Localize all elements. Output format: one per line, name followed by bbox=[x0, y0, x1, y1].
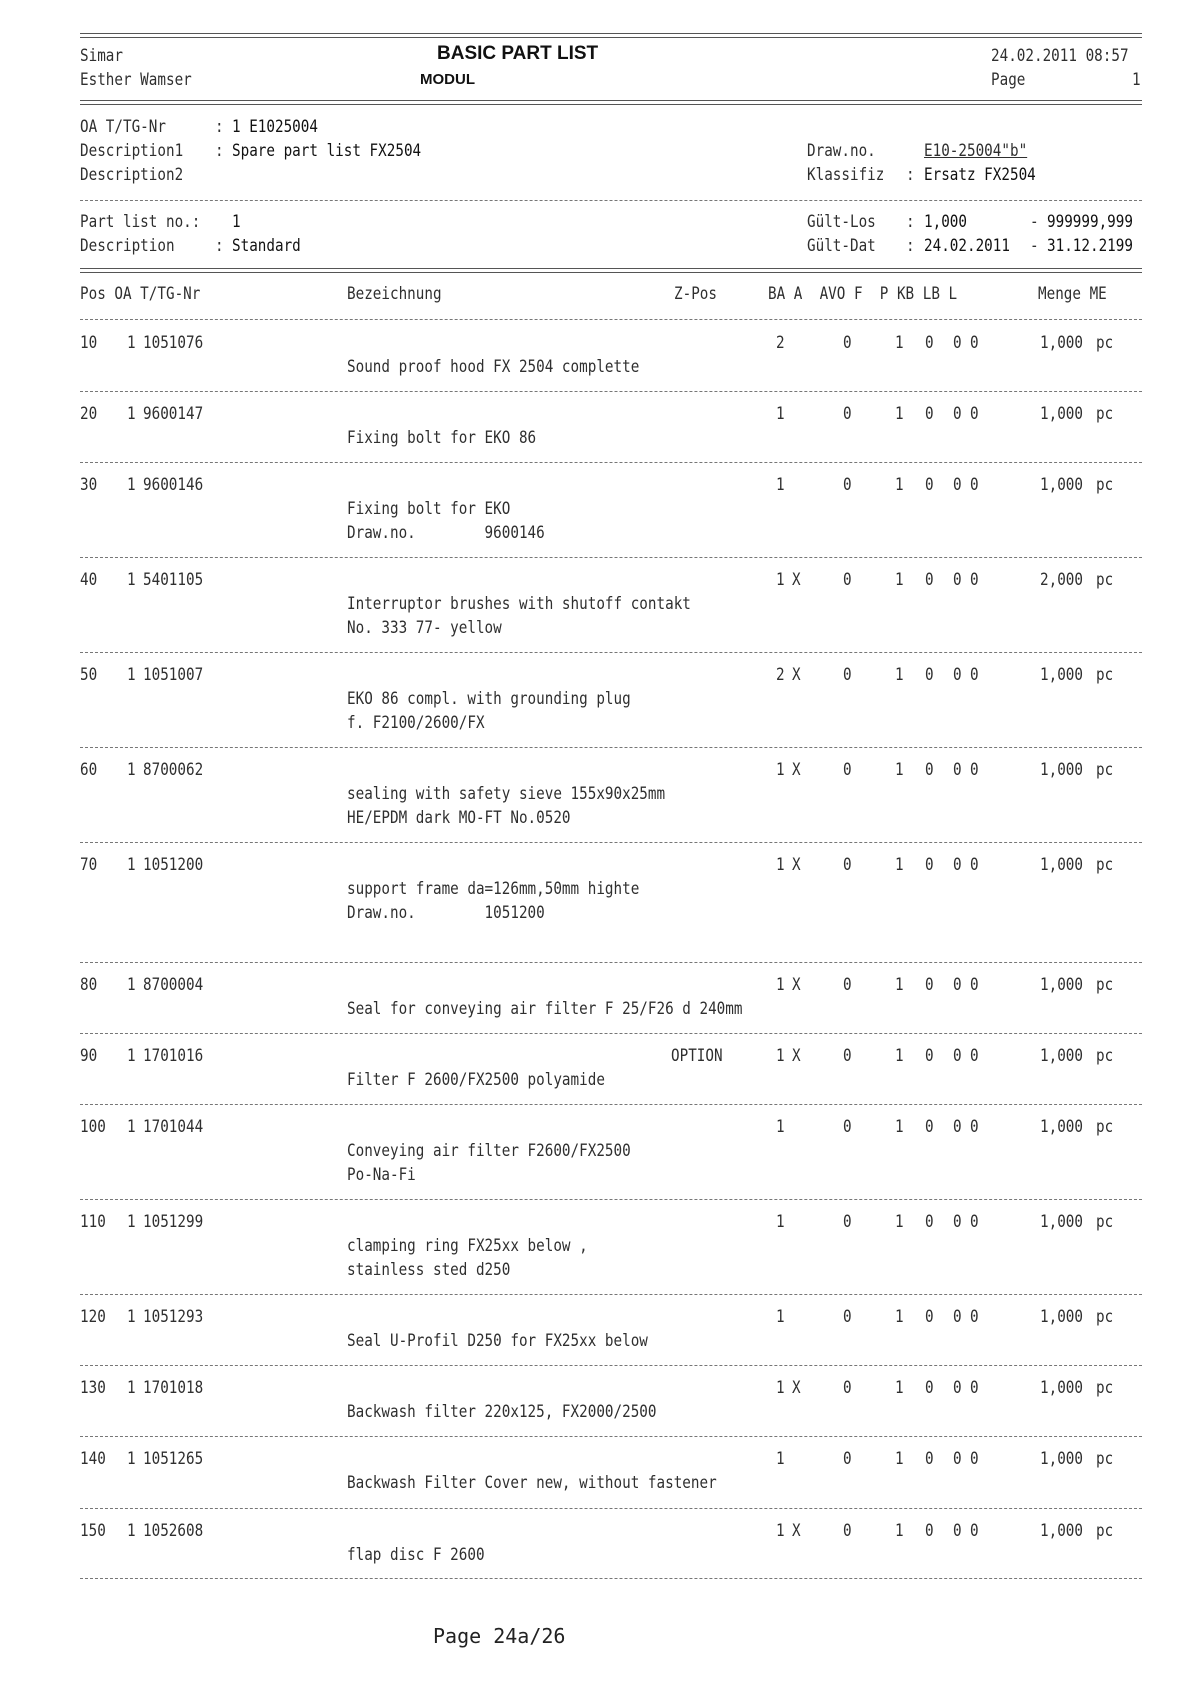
item-me: pc bbox=[1096, 333, 1114, 353]
item-lb: 0 bbox=[953, 404, 962, 424]
item-me: pc bbox=[1096, 975, 1114, 995]
item-lb: 0 bbox=[953, 570, 962, 590]
item-p: 1 bbox=[895, 404, 904, 424]
item-me: pc bbox=[1096, 570, 1114, 590]
item-menge: 1,000 bbox=[1040, 1307, 1083, 1327]
item-oa: 1 bbox=[127, 975, 136, 995]
item-kb: 0 bbox=[925, 333, 934, 353]
item-z-pos: OPTION bbox=[671, 1046, 723, 1066]
item-number: 9600147 bbox=[143, 404, 204, 424]
item-menge: 1,000 bbox=[1040, 1521, 1083, 1541]
item-p: 1 bbox=[895, 475, 904, 495]
item-number: 1701044 bbox=[143, 1117, 204, 1137]
item-menge: 1,000 bbox=[1040, 1378, 1083, 1398]
item-a-flag: X bbox=[792, 760, 801, 780]
item-kb: 0 bbox=[925, 1307, 934, 1327]
item-description-line: Fixing bolt for EKO 86 bbox=[347, 428, 537, 448]
company-name: Simar bbox=[80, 46, 123, 66]
print-datetime: 24.02.2011 08:57 bbox=[991, 46, 1129, 66]
valid-date-to: 31.12.2199 bbox=[1047, 236, 1133, 256]
item-l: 0 bbox=[970, 1521, 979, 1541]
item-avo: 0 bbox=[843, 1117, 852, 1137]
item-ba: 1 bbox=[776, 975, 785, 995]
item-p: 1 bbox=[895, 855, 904, 875]
range-dash: - bbox=[1030, 236, 1039, 256]
item-p: 1 bbox=[895, 1307, 904, 1327]
item-l: 0 bbox=[970, 1212, 979, 1232]
part-list-no-value: 1 bbox=[232, 212, 241, 232]
item-menge: 2,000 bbox=[1040, 570, 1083, 590]
item-avo: 0 bbox=[843, 665, 852, 685]
item-oa: 1 bbox=[127, 333, 136, 353]
item-number: 5401105 bbox=[143, 570, 204, 590]
item-lb: 0 bbox=[953, 665, 962, 685]
item-oa: 1 bbox=[127, 760, 136, 780]
description2-label: Description2 bbox=[80, 165, 184, 185]
item-l: 0 bbox=[970, 1378, 979, 1398]
row-dashed-rule bbox=[80, 462, 1142, 463]
row-dashed-rule bbox=[80, 1104, 1142, 1105]
part-list-no-label: Part list no.: bbox=[80, 212, 201, 232]
item-ba: 1 bbox=[776, 1449, 785, 1469]
item-description-line: EKO 86 compl. with grounding plug bbox=[347, 689, 631, 709]
item-description-line: No. 333 77- yellow bbox=[347, 618, 502, 638]
item-me: pc bbox=[1096, 1046, 1114, 1066]
item-me: pc bbox=[1096, 1449, 1114, 1469]
item-l: 0 bbox=[970, 855, 979, 875]
column-menge-me: Menge ME bbox=[1038, 284, 1107, 304]
item-pos: 60 bbox=[80, 760, 98, 780]
item-number: 1051293 bbox=[143, 1307, 204, 1327]
footer-page: Page 24a/26 bbox=[433, 1624, 566, 1648]
item-avo: 0 bbox=[843, 1449, 852, 1469]
item-me: pc bbox=[1096, 1307, 1114, 1327]
item-menge: 1,000 bbox=[1040, 855, 1083, 875]
item-lb: 0 bbox=[953, 1449, 962, 1469]
row-dashed-rule bbox=[80, 1033, 1142, 1034]
item-description-line: Seal U-Profil D250 for FX25xx below bbox=[347, 1331, 648, 1351]
item-number: 1051007 bbox=[143, 665, 204, 685]
valid-lot-to: 999999,999 bbox=[1047, 212, 1133, 232]
item-description-line: flap disc F 2600 bbox=[347, 1545, 485, 1565]
item-description-line: HE/EPDM dark MO-FT No.0520 bbox=[347, 808, 571, 828]
description-label: Description bbox=[80, 236, 175, 256]
item-description-line: f. F2100/2600/FX bbox=[347, 713, 485, 733]
item-ba: 2 bbox=[776, 665, 785, 685]
item-avo: 0 bbox=[843, 855, 852, 875]
valid-lot-label: Gült-Los bbox=[807, 212, 876, 232]
colon: : bbox=[906, 165, 915, 185]
item-number: 1701016 bbox=[143, 1046, 204, 1066]
row-dashed-rule bbox=[80, 391, 1142, 392]
item-lb: 0 bbox=[953, 475, 962, 495]
item-lb: 0 bbox=[953, 975, 962, 995]
oa-label: OA T/TG-Nr bbox=[80, 117, 166, 137]
item-me: pc bbox=[1096, 1212, 1114, 1232]
item-p: 1 bbox=[895, 1378, 904, 1398]
item-number: 1701018 bbox=[143, 1378, 204, 1398]
item-oa: 1 bbox=[127, 1117, 136, 1137]
item-oa: 1 bbox=[127, 665, 136, 685]
item-menge: 1,000 bbox=[1040, 1449, 1083, 1469]
item-menge: 1,000 bbox=[1040, 1046, 1083, 1066]
valid-date-label: Gült-Dat bbox=[807, 236, 876, 256]
row-dashed-rule bbox=[80, 747, 1142, 748]
item-menge: 1,000 bbox=[1040, 760, 1083, 780]
item-kb: 0 bbox=[925, 1212, 934, 1232]
item-lb: 0 bbox=[953, 1212, 962, 1232]
row-dashed-rule bbox=[80, 1508, 1142, 1509]
description1-label: Description1 bbox=[80, 141, 184, 161]
description1-value: Spare part list FX2504 bbox=[232, 141, 422, 161]
oa-value: 1 E1025004 bbox=[232, 117, 318, 137]
item-kb: 0 bbox=[925, 1046, 934, 1066]
item-l: 0 bbox=[970, 475, 979, 495]
row-dashed-rule bbox=[80, 1578, 1142, 1579]
item-l: 0 bbox=[970, 760, 979, 780]
item-l: 0 bbox=[970, 975, 979, 995]
item-ba: 1 bbox=[776, 404, 785, 424]
item-me: pc bbox=[1096, 475, 1114, 495]
row-dashed-rule bbox=[80, 1199, 1142, 1200]
item-description-line: Backwash Filter Cover new, without fastener bbox=[347, 1473, 717, 1493]
item-kb: 0 bbox=[925, 570, 934, 590]
item-kb: 0 bbox=[925, 760, 934, 780]
item-avo: 0 bbox=[843, 1212, 852, 1232]
item-l: 0 bbox=[970, 570, 979, 590]
column-flags: BA A AVO F P KB LB L bbox=[768, 284, 958, 304]
item-pos: 100 bbox=[80, 1117, 106, 1137]
item-avo: 0 bbox=[843, 1307, 852, 1327]
item-p: 1 bbox=[895, 1521, 904, 1541]
item-avo: 0 bbox=[843, 475, 852, 495]
item-menge: 1,000 bbox=[1040, 1117, 1083, 1137]
item-kb: 0 bbox=[925, 1521, 934, 1541]
user-name: Esther Wamser bbox=[80, 70, 192, 90]
item-oa: 1 bbox=[127, 855, 136, 875]
item-pos: 20 bbox=[80, 404, 98, 424]
item-menge: 1,000 bbox=[1040, 404, 1083, 424]
item-p: 1 bbox=[895, 570, 904, 590]
item-lb: 0 bbox=[953, 1046, 962, 1066]
item-menge: 1,000 bbox=[1040, 1212, 1083, 1232]
item-l: 0 bbox=[970, 1449, 979, 1469]
item-description-line: stainless sted d250 bbox=[347, 1260, 511, 1280]
item-l: 0 bbox=[970, 1046, 979, 1066]
row-dashed-rule bbox=[80, 1365, 1142, 1366]
item-avo: 0 bbox=[843, 1046, 852, 1066]
column-pos-nr: Pos OA T/TG-Nr bbox=[80, 284, 201, 304]
description-value: Standard bbox=[232, 236, 301, 256]
header-double-rule bbox=[80, 100, 1142, 101]
item-a-flag: X bbox=[792, 1046, 801, 1066]
item-description-line: Seal for conveying air filter F 25/F26 d 240mm bbox=[347, 999, 743, 1019]
item-lb: 0 bbox=[953, 1307, 962, 1327]
item-lb: 0 bbox=[953, 1117, 962, 1137]
item-p: 1 bbox=[895, 975, 904, 995]
item-l: 0 bbox=[970, 1307, 979, 1327]
item-description-line: clamping ring FX25xx below , bbox=[347, 1236, 588, 1256]
item-number: 8700062 bbox=[143, 760, 204, 780]
item-lb: 0 bbox=[953, 1521, 962, 1541]
item-oa: 1 bbox=[127, 1307, 136, 1327]
document-subtitle: MODUL bbox=[420, 71, 475, 88]
item-p: 1 bbox=[895, 1117, 904, 1137]
item-description-line: sealing with safety sieve 155x90x25mm bbox=[347, 784, 666, 804]
item-kb: 0 bbox=[925, 475, 934, 495]
item-menge: 1,000 bbox=[1040, 475, 1083, 495]
item-description-line: Backwash filter 220x125, FX2000/2500 bbox=[347, 1402, 657, 1422]
item-a-flag: X bbox=[792, 855, 801, 875]
column-z-pos: Z-Pos bbox=[674, 284, 717, 304]
item-oa: 1 bbox=[127, 1378, 136, 1398]
item-lb: 0 bbox=[953, 855, 962, 875]
item-kb: 0 bbox=[925, 404, 934, 424]
item-a-flag: X bbox=[792, 665, 801, 685]
item-avo: 0 bbox=[843, 404, 852, 424]
item-oa: 1 bbox=[127, 1521, 136, 1541]
item-ba: 1 bbox=[776, 1212, 785, 1232]
item-avo: 0 bbox=[843, 570, 852, 590]
item-avo: 0 bbox=[843, 1521, 852, 1541]
item-pos: 50 bbox=[80, 665, 98, 685]
item-ba: 1 bbox=[776, 1378, 785, 1398]
valid-date-from: 24.02.2011 bbox=[924, 236, 1010, 256]
item-kb: 0 bbox=[925, 975, 934, 995]
row-dashed-rule bbox=[80, 557, 1142, 558]
row-dashed-rule bbox=[80, 1294, 1142, 1295]
item-number: 1052608 bbox=[143, 1521, 204, 1541]
item-pos: 40 bbox=[80, 570, 98, 590]
item-p: 1 bbox=[895, 1449, 904, 1469]
drawing-number-label: Draw.no. bbox=[807, 141, 876, 161]
page-label: Page bbox=[991, 70, 1026, 90]
item-lb: 0 bbox=[953, 1378, 962, 1398]
item-oa: 1 bbox=[127, 404, 136, 424]
item-me: pc bbox=[1096, 1117, 1114, 1137]
item-lb: 0 bbox=[953, 760, 962, 780]
info-dashed-rule bbox=[80, 200, 1142, 201]
item-description-line: Draw.no. 1051200 bbox=[347, 903, 545, 923]
item-me: pc bbox=[1096, 404, 1114, 424]
item-ba: 1 bbox=[776, 1307, 785, 1327]
item-ba: 1 bbox=[776, 1117, 785, 1137]
item-me: pc bbox=[1096, 1521, 1114, 1541]
range-dash: - bbox=[1030, 212, 1039, 232]
column-dashed-rule bbox=[80, 319, 1142, 320]
top-double-rule bbox=[80, 33, 1142, 34]
item-a-flag: X bbox=[792, 570, 801, 590]
item-number: 8700004 bbox=[143, 975, 204, 995]
colon: : bbox=[215, 141, 224, 161]
item-kb: 0 bbox=[925, 1117, 934, 1137]
item-avo: 0 bbox=[843, 1378, 852, 1398]
item-ba: 1 bbox=[776, 760, 785, 780]
item-ba: 1 bbox=[776, 1521, 785, 1541]
colon: : bbox=[906, 212, 915, 232]
item-menge: 1,000 bbox=[1040, 333, 1083, 353]
column-bezeichnung: Bezeichnung bbox=[347, 284, 442, 304]
item-description-line: Draw.no. 9600146 bbox=[347, 523, 545, 543]
item-pos: 120 bbox=[80, 1307, 106, 1327]
item-a-flag: X bbox=[792, 1378, 801, 1398]
item-kb: 0 bbox=[925, 665, 934, 685]
item-avo: 0 bbox=[843, 760, 852, 780]
row-dashed-rule bbox=[80, 652, 1142, 653]
item-description-line: Po-Na-Fi bbox=[347, 1165, 416, 1185]
item-number: 9600146 bbox=[143, 475, 204, 495]
item-oa: 1 bbox=[127, 1046, 136, 1066]
classification-label: Klassifiz bbox=[807, 165, 885, 185]
item-l: 0 bbox=[970, 333, 979, 353]
item-menge: 1,000 bbox=[1040, 665, 1083, 685]
item-lb: 0 bbox=[953, 333, 962, 353]
item-kb: 0 bbox=[925, 1449, 934, 1469]
item-l: 0 bbox=[970, 665, 979, 685]
row-dashed-rule bbox=[80, 962, 1142, 963]
item-number: 1051299 bbox=[143, 1212, 204, 1232]
item-number: 1051076 bbox=[143, 333, 204, 353]
colon: : bbox=[215, 236, 224, 256]
item-kb: 0 bbox=[925, 1378, 934, 1398]
item-me: pc bbox=[1096, 760, 1114, 780]
item-p: 1 bbox=[895, 760, 904, 780]
colon: : bbox=[906, 236, 915, 256]
item-pos: 80 bbox=[80, 975, 98, 995]
item-oa: 1 bbox=[127, 1212, 136, 1232]
item-number: 1051265 bbox=[143, 1449, 204, 1469]
row-dashed-rule bbox=[80, 1436, 1142, 1437]
item-description-line: Sound proof hood FX 2504 complette bbox=[347, 357, 640, 377]
item-p: 1 bbox=[895, 665, 904, 685]
drawing-number-value: E10-25004"b" bbox=[924, 141, 1028, 161]
item-kb: 0 bbox=[925, 855, 934, 875]
valid-lot-from: 1,000 bbox=[924, 212, 967, 232]
item-description-line: Conveying air filter F2600/FX2500 bbox=[347, 1141, 631, 1161]
item-description-line: Fixing bolt for EKO bbox=[347, 499, 511, 519]
item-ba: 1 bbox=[776, 475, 785, 495]
item-description-line: Interruptor brushes with shutoff contakt bbox=[347, 594, 691, 614]
item-p: 1 bbox=[895, 333, 904, 353]
item-pos: 130 bbox=[80, 1378, 106, 1398]
item-description-line: Filter F 2600/FX2500 polyamide bbox=[347, 1070, 605, 1090]
item-pos: 90 bbox=[80, 1046, 98, 1066]
item-description-line: support frame da=126mm,50mm highte bbox=[347, 879, 640, 899]
item-l: 0 bbox=[970, 404, 979, 424]
item-oa: 1 bbox=[127, 475, 136, 495]
item-me: pc bbox=[1096, 665, 1114, 685]
item-pos: 110 bbox=[80, 1212, 106, 1232]
item-pos: 10 bbox=[80, 333, 98, 353]
item-avo: 0 bbox=[843, 975, 852, 995]
item-pos: 140 bbox=[80, 1449, 106, 1469]
classification-value: Ersatz FX2504 bbox=[924, 165, 1036, 185]
item-menge: 1,000 bbox=[1040, 975, 1083, 995]
item-ba: 2 bbox=[776, 333, 785, 353]
page-number: 1 bbox=[1132, 70, 1141, 90]
item-l: 0 bbox=[970, 1117, 979, 1137]
colon: : bbox=[215, 117, 224, 137]
item-a-flag: X bbox=[792, 1521, 801, 1541]
item-p: 1 bbox=[895, 1212, 904, 1232]
item-me: pc bbox=[1096, 855, 1114, 875]
item-number: 1051200 bbox=[143, 855, 204, 875]
item-ba: 1 bbox=[776, 855, 785, 875]
item-ba: 1 bbox=[776, 570, 785, 590]
item-me: pc bbox=[1096, 1378, 1114, 1398]
document-title: BASIC PART LIST bbox=[437, 43, 599, 64]
item-a-flag: X bbox=[792, 975, 801, 995]
item-p: 1 bbox=[895, 1046, 904, 1066]
row-dashed-rule bbox=[80, 842, 1142, 843]
partlist-double-rule bbox=[80, 268, 1142, 269]
item-avo: 0 bbox=[843, 333, 852, 353]
item-pos: 150 bbox=[80, 1521, 106, 1541]
item-ba: 1 bbox=[776, 1046, 785, 1066]
item-pos: 30 bbox=[80, 475, 98, 495]
item-oa: 1 bbox=[127, 570, 136, 590]
item-pos: 70 bbox=[80, 855, 98, 875]
item-oa: 1 bbox=[127, 1449, 136, 1469]
